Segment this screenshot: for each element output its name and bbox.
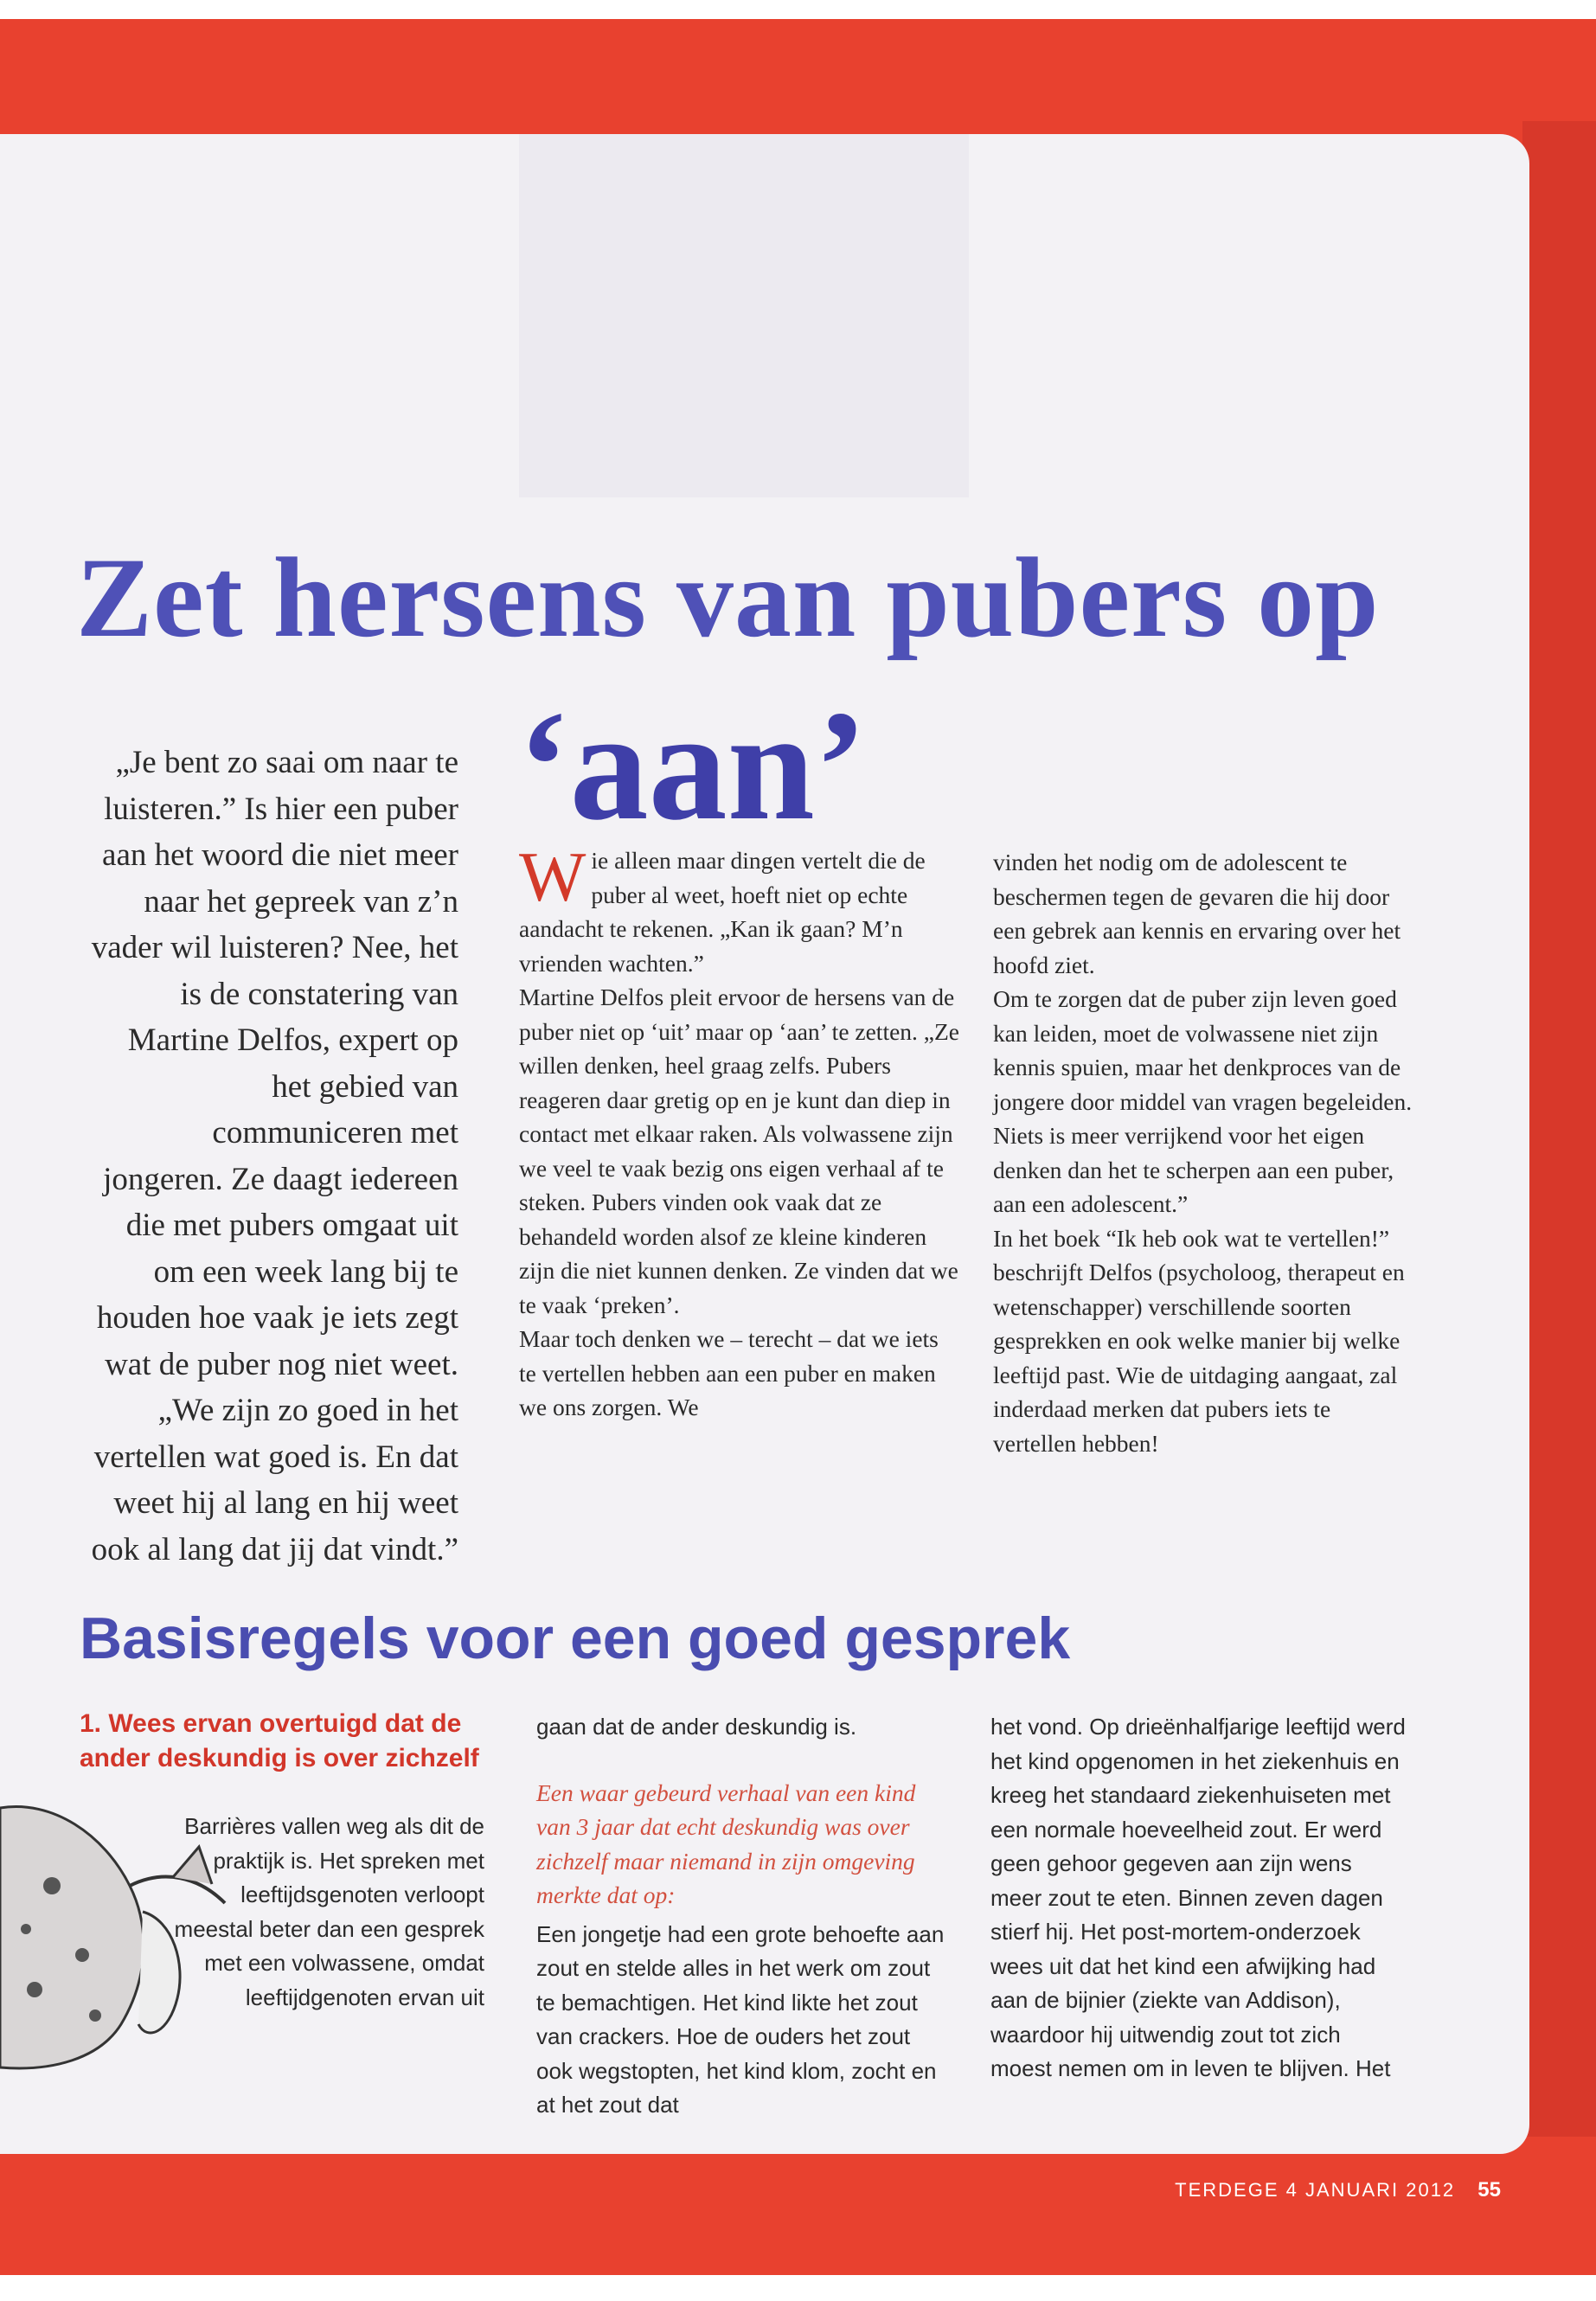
body-column-1	[519, 837, 960, 1425]
article-title: Zet hersens van pubers op	[76, 534, 1380, 661]
right-page-edge	[1522, 121, 1596, 2137]
intro-text: „Je bent zo saai om naar te luisteren.” Is hier een puber aan het woord die niet meer naar het gepreek van z’n vader wil luisteren? Nee, het is de constatering van Martine Delfos, expert op het gebied van communiceren met jongeren. Ze daagt iedereen die met pubers omgaat uit om een week lang bij te houden hoe vaak je iets zegt wat de puber nog niet weet. „We zijn zo goed in het vertellen wat goed is. En dat weet hij al lang en hij weet ook al lang dat jij dat vindt.”	[91, 745, 458, 1567]
top-margin	[0, 0, 1596, 19]
paragraph: gaan dat de ander deskundig is.	[536, 1714, 857, 1740]
magazine-name: TERDEGE	[1175, 2179, 1279, 2201]
article-panel	[0, 134, 1529, 2154]
rules-column-3	[990, 1710, 1406, 2086]
rule-body-text: Barrières vallen weg als dit de praktijk is. Het spreken met leeftijdsgenoten verloopt meestal beter dan een gesprek met een volwassene, omdat leeftijdgenoten ervan uit	[174, 1813, 484, 2010]
page-footer	[1175, 2178, 1501, 2202]
body-column-2	[993, 845, 1417, 1460]
section-heading: Basisregels voor een goed gesprek	[80, 1606, 1071, 1671]
paragraph: vinden het nodig om de adolescent te beschermen tegen de gevaren die hij door een gebrek aan kennis en ervaring over het hoofd ziet.	[993, 849, 1401, 978]
paragraph: Om te zorgen dat de puber zijn leven goed kan leiden, moet de volwassene niet zijn kennis spuien, maar het denkproces van de jongere door middel van vragen begeleiden. Niets is meer verrijkend voor het eigen denken dan het te scherpen aan een puber, aan een adolescent.”	[993, 985, 1413, 1217]
rules-column-2	[536, 1710, 952, 2123]
paragraph: Maar toch denken we – terecht – dat we iets te vertellen hebben aan een puber en maken we ons zorgen. We	[519, 1325, 939, 1420]
page-number: 55	[1477, 2178, 1501, 2202]
article-title-aan: ‘aan’	[517, 679, 868, 853]
paragraph: Martine Delfos pleit ervoor de hersens van de puber niet op ‘uit’ maar op ‘aan’ te zetten. „Ze willen denken, heel graag zelfs. Pubers reageren daar gretig op en je kunt dan diep in contact met elkaar raken. Als volwassene zijn we veel te vaak bezig ons eigen verhaal af te steken. Pubers vinden ook vaak dat ze behandeld worden alsof ze kleine kinderen zijn die niet kunnen denken. Ze vinden dat we te vaak ‘preken’.	[519, 984, 960, 1318]
paragraph: In het boek “Ik heb ook wat te vertellen!” beschrijft Delfos (psycholoog, therapeut en wetenschapper) verschillende soorten gesprekken en ook welke manier bij welke leeftijd past. Wie de uitdaging aangaat, zal inderdaad merken dat pubers iets te vertellen hebben!	[993, 1224, 1405, 1457]
rule-heading: 1. Wees ervan overtuigd dat de ander deskundig is over zichzelf	[80, 1709, 479, 1772]
paragraph: ie alleen maar dingen vertelt die de puber al weet, hoeft niet op echte aandacht te rekenen. „Kan ik gaan? M’n vrienden wachten.”	[519, 847, 926, 977]
issue-date: 4 JANUARI 2012	[1285, 2179, 1456, 2201]
paragraph: het vond. Op drieënhalfjarige leeftijd werd het kind opgenomen in het ziekenhuis en kreeg het standaard ziekenhuiseten met een normale hoeveelheid zout. Er werd geen gehoor gegeven aan zijn wens meer zout te eten. Binnen zeven dagen stierf hij. Het post-mortem-onderzoek wees uit dat het kind een afwijking had aan de bijnier (ziekte van Addison), waardoor hij uitwendig zout tot zich moest nemen om in leven te blijven. Het	[990, 1714, 1406, 2081]
drop-cap: W	[519, 837, 586, 916]
paragraph: Een jongetje had een grote behoefte aan zout en stelde alles in het werk om zout te bemachtigen. Het kind likte het zout van crackers. Hoe de ouders het zout ook wegstopten, het kind klom, zocht en at het zout dat	[536, 1920, 945, 2118]
bottom-margin	[0, 2275, 1596, 2301]
story-intro: Een waar gebeurd verhaal van een kind van 3 jaar dat echt deskundig was over zichzelf maar niemand in zijn omgeving merkte dat op:	[536, 1779, 916, 1908]
show-through-block	[519, 134, 969, 497]
